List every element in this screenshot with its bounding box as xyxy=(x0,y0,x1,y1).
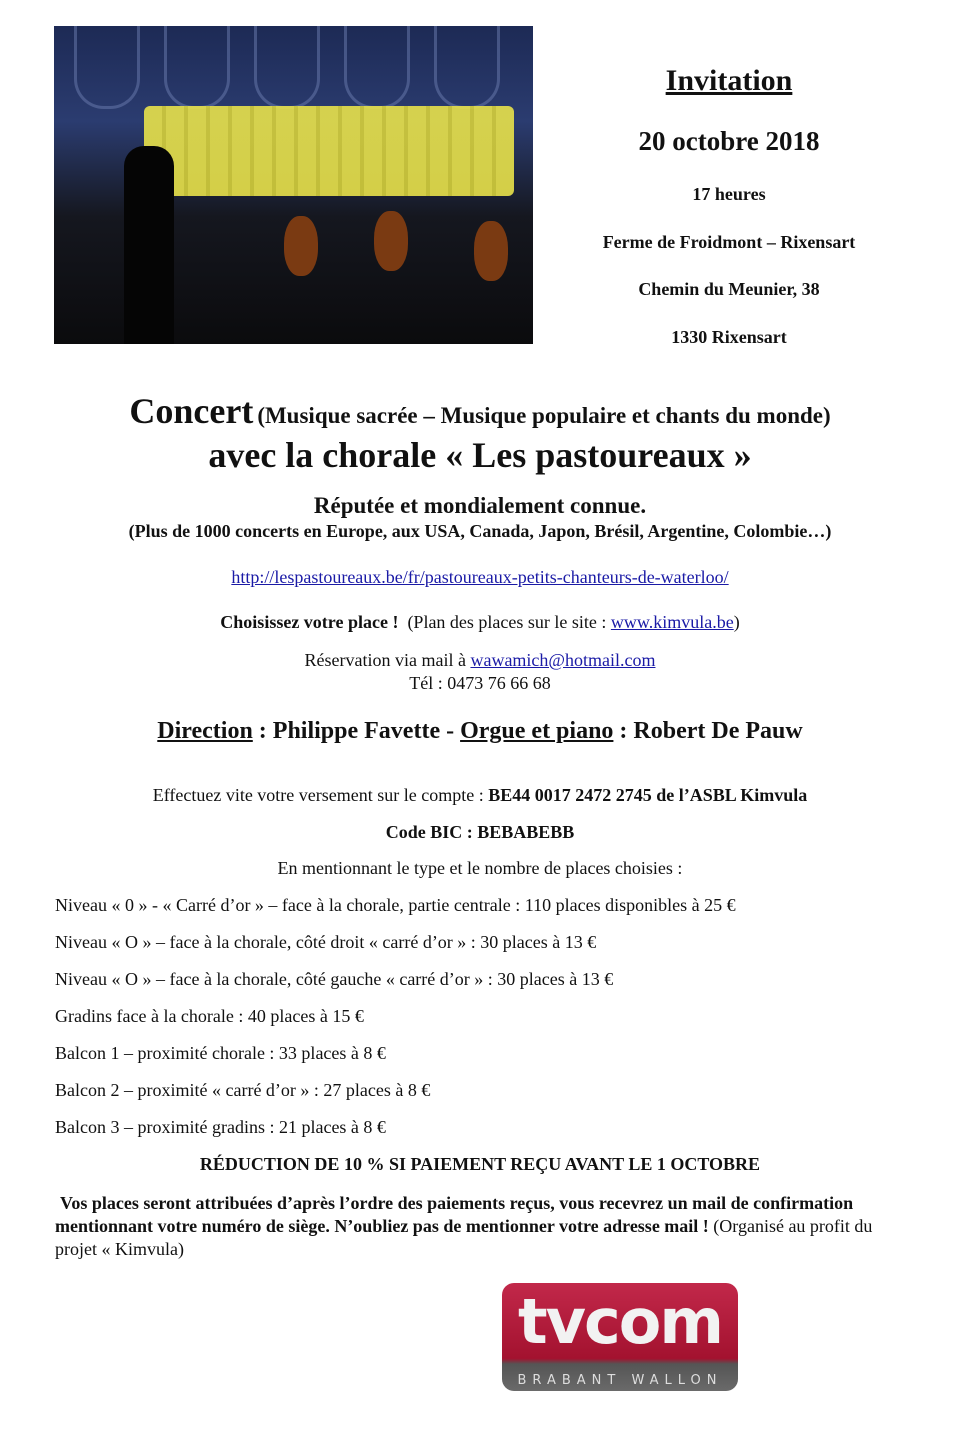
director-name: : Philippe Favette - xyxy=(252,718,461,744)
plan-suffix: ) xyxy=(733,612,740,632)
choose-seat-text: Choisissez votre place ! xyxy=(220,612,399,632)
place-option: Balcon 3 – proximité gradins : 21 places à 8 € xyxy=(55,1117,386,1137)
reservation-prefix: Réservation via mail à xyxy=(304,650,471,670)
payment-prefix: Effectuez vite votre versement sur le compte : xyxy=(152,785,489,805)
kimvula-link[interactable]: www.kimvula.be xyxy=(610,612,734,632)
place-option: Niveau « 0 » - « Carré d’or » – face à la chorale, partie centrale : 110 places disponibles à 25 € xyxy=(55,895,736,915)
event-venue: Ferme de Froidmont – Rixensart xyxy=(602,232,856,252)
event-city: 1330 Rixensart xyxy=(671,327,787,347)
concert-word: Concert xyxy=(129,391,254,431)
place-option: Balcon 1 – proximité chorale : 33 places à 8 € xyxy=(55,1043,386,1063)
place-option: Balcon 2 – proximité « carré d’or » : 27 places à 8 € xyxy=(55,1080,431,1100)
logo-sub-text: BRABANT WALLON xyxy=(517,1373,723,1388)
choir-name: avec la chorale « Les pastoureaux » xyxy=(208,435,752,475)
mention-instructions: En mentionnant le type et le nombre de places choisies : xyxy=(277,858,683,878)
direction-label: Direction xyxy=(157,718,253,744)
invitation-title: Invitation xyxy=(665,64,793,97)
choir-website-link[interactable]: http://lespastoureaux.be/fr/pastoureaux-petits-chanteurs-de-waterloo/ xyxy=(231,567,729,587)
event-time: 17 heures xyxy=(692,184,766,204)
phone: Tél : 0473 76 66 68 xyxy=(409,673,551,693)
email-link[interactable]: wawamich@hotmail.com xyxy=(470,650,656,670)
notice-normal: (Organisé au profit du projet « Kimvula) xyxy=(55,1216,873,1259)
place-option: Gradins face à la chorale : 40 places à 15 € xyxy=(55,1006,364,1026)
seat-plan-line xyxy=(0,612,960,633)
direction-line xyxy=(0,718,960,745)
logo-main-text: tvcom xyxy=(517,1285,722,1358)
tagline: Réputée et mondialement connue. xyxy=(313,493,647,518)
event-date: 20 octobre 2018 xyxy=(638,126,820,156)
bic-code: Code BIC : BEBABEBB xyxy=(385,822,575,842)
concert-subtitle: (Musique sacrée – Musique populaire et chants du monde) xyxy=(257,403,831,428)
reservation-line xyxy=(0,650,960,671)
payment-line xyxy=(0,785,960,806)
bank-account: BE44 0017 2472 2745 de l’ASBL Kimvula xyxy=(488,785,808,805)
organist-name: : Robert De Pauw xyxy=(613,718,803,744)
place-option: Niveau « O » – face à la chorale, côté droit « carré d’or » : 30 places à 13 € xyxy=(55,932,597,952)
tvcom-logo xyxy=(502,1283,738,1391)
concert-detail: (Plus de 1000 concerts en Europe, aux USA, Canada, Japon, Brésil, Argentine, Colombie…) xyxy=(128,521,832,541)
place-option: Niveau « O » – face à la chorale, côté gauche « carré d’or » : 30 places à 13 € xyxy=(55,969,614,989)
notice-bold: Vos places seront attribuées d’après l’ordre des paiements reçus, vous recevrez un mail de confirmation mentionnant votre numéro de siège. N’oubliez pas de mentionner votre adresse mail ! xyxy=(55,1193,854,1236)
plan-prefix: (Plan des places sur le site : xyxy=(407,612,611,632)
event-street: Chemin du Meunier, 38 xyxy=(638,279,820,299)
choir-concert-photo xyxy=(54,26,533,344)
organ-label: Orgue et piano xyxy=(460,718,614,744)
concert-heading xyxy=(0,390,960,432)
allocation-notice xyxy=(55,1192,900,1261)
reduction-notice: RÉDUCTION DE 10 % SI PAIEMENT REÇU AVANT LE 1 OCTOBRE xyxy=(199,1154,761,1174)
